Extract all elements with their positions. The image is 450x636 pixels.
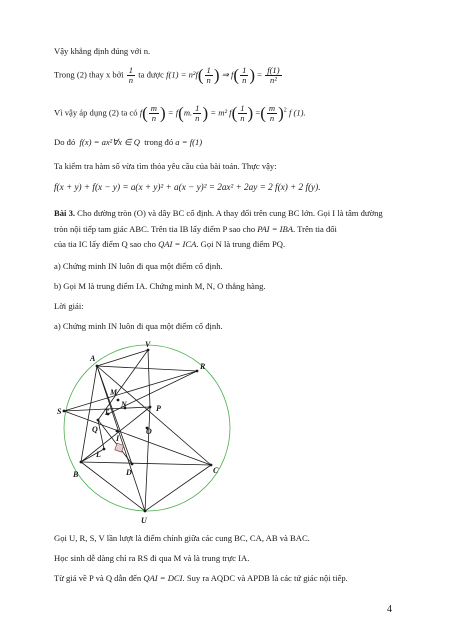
label-L: L — [96, 450, 101, 459]
right-angle-marker — [115, 443, 124, 452]
segment-AV — [97, 350, 148, 366]
label-P: P — [156, 404, 161, 413]
text-line: Ta kiểm tra hàm số vừa tìm thỏa yêu cầu của bài toán. Thực vậy: — [54, 161, 277, 171]
segment-AB — [81, 366, 97, 462]
problem-statement: của tia IC lấy điểm Q sao cho QAI = ICA. Gọi N là trung điểm PQ. — [54, 239, 286, 249]
question-a-repeat: a) Chứng minh IN luôn đi qua một điểm cố định. — [54, 321, 223, 331]
segment-RS — [64, 371, 197, 411]
fraction: $\frac{1}{n}$ — [128, 65, 134, 85]
segment-SC — [64, 411, 211, 465]
label-R: R — [200, 362, 206, 371]
label-O: O — [146, 427, 152, 436]
label-T: T — [104, 408, 109, 417]
segment-PU — [145, 407, 150, 511]
label-D: D — [126, 468, 132, 477]
label-M: M — [110, 388, 118, 397]
problem-statement: Bài 3. Cho đường tròn (O) và dây BC cố định. A thay đổi trên cung BC lớn. Gọi I là tâm đường — [54, 208, 383, 218]
segment-QD — [98, 420, 132, 464]
text-line: Học sinh dễ dàng chỉ ra RS đi qua M và là trung trực IA. — [54, 553, 250, 563]
label-Q: Q — [92, 425, 98, 434]
question-a: a) Chứng minh IN luôn đi qua một điểm cố định. — [54, 261, 223, 271]
label-N: N — [121, 400, 127, 409]
label-I: I — [116, 434, 120, 443]
formula-line: f(x + y) + f(x − y) = a(x + y)² + a(x − y)² = 2ax² + 2ay = 2 f(x) + 2 f(y). — [54, 182, 321, 192]
segment-VP — [148, 350, 150, 407]
page-number: 4 — [387, 604, 392, 615]
label-V: V — [145, 340, 151, 349]
solution-heading: Lời giải: — [54, 301, 84, 311]
segment-BC — [81, 462, 211, 465]
label-A: A — [90, 354, 96, 363]
text-line: Vậy khẳng định đúng với n. — [54, 46, 151, 56]
label-C: C — [213, 466, 219, 475]
segment-AC — [97, 366, 211, 465]
segment-AR — [97, 366, 197, 371]
segment-CU — [145, 465, 211, 511]
formula-line: Vì vậy áp dụng (2) ta có f( $\frac{m}{n}$ ) = f(m. $\frac{1}{n}$ ) = m² f( $\frac{1}{n}$ ) =( $\frac{m}{n}$ )$^2$ f (1). — [54, 103, 306, 123]
label-B: B — [73, 470, 79, 479]
text-line: Từ giả về P và Q dẫn đến QAI = DCI. Suy ra AQDC và APDB là các tứ giác nội tiếp. — [54, 573, 348, 583]
problem-statement: tròn nội tiếp tam giác ABC. Trên tia IB lấy điểm P sao cho PAI = IBA. Trên tia đối — [54, 224, 337, 234]
label-S: S — [57, 407, 62, 416]
text-line: Gọi U, R, S, V lần lượt là điểm chính giữa các cung BC, CA, AB và BAC. — [54, 533, 310, 543]
text-line: Do đó f(x) = ax²∀x ∈ Q trong đó a = f(1) — [54, 137, 203, 147]
label-U: U — [141, 516, 147, 525]
question-b: b) Gọi M là trung điểm IA. Chứng minh M, N, O thẳng hàng. — [54, 281, 266, 291]
formula-line: Trong (2) thay x bởi $\frac{1}{n}$ ta được f(1) = n²f( $\frac{1}{n}$ ) ⇒ f( $\frac{1}{n}$ ) = $\frac{f(1)}{\text{n²}}$ — [54, 65, 280, 85]
